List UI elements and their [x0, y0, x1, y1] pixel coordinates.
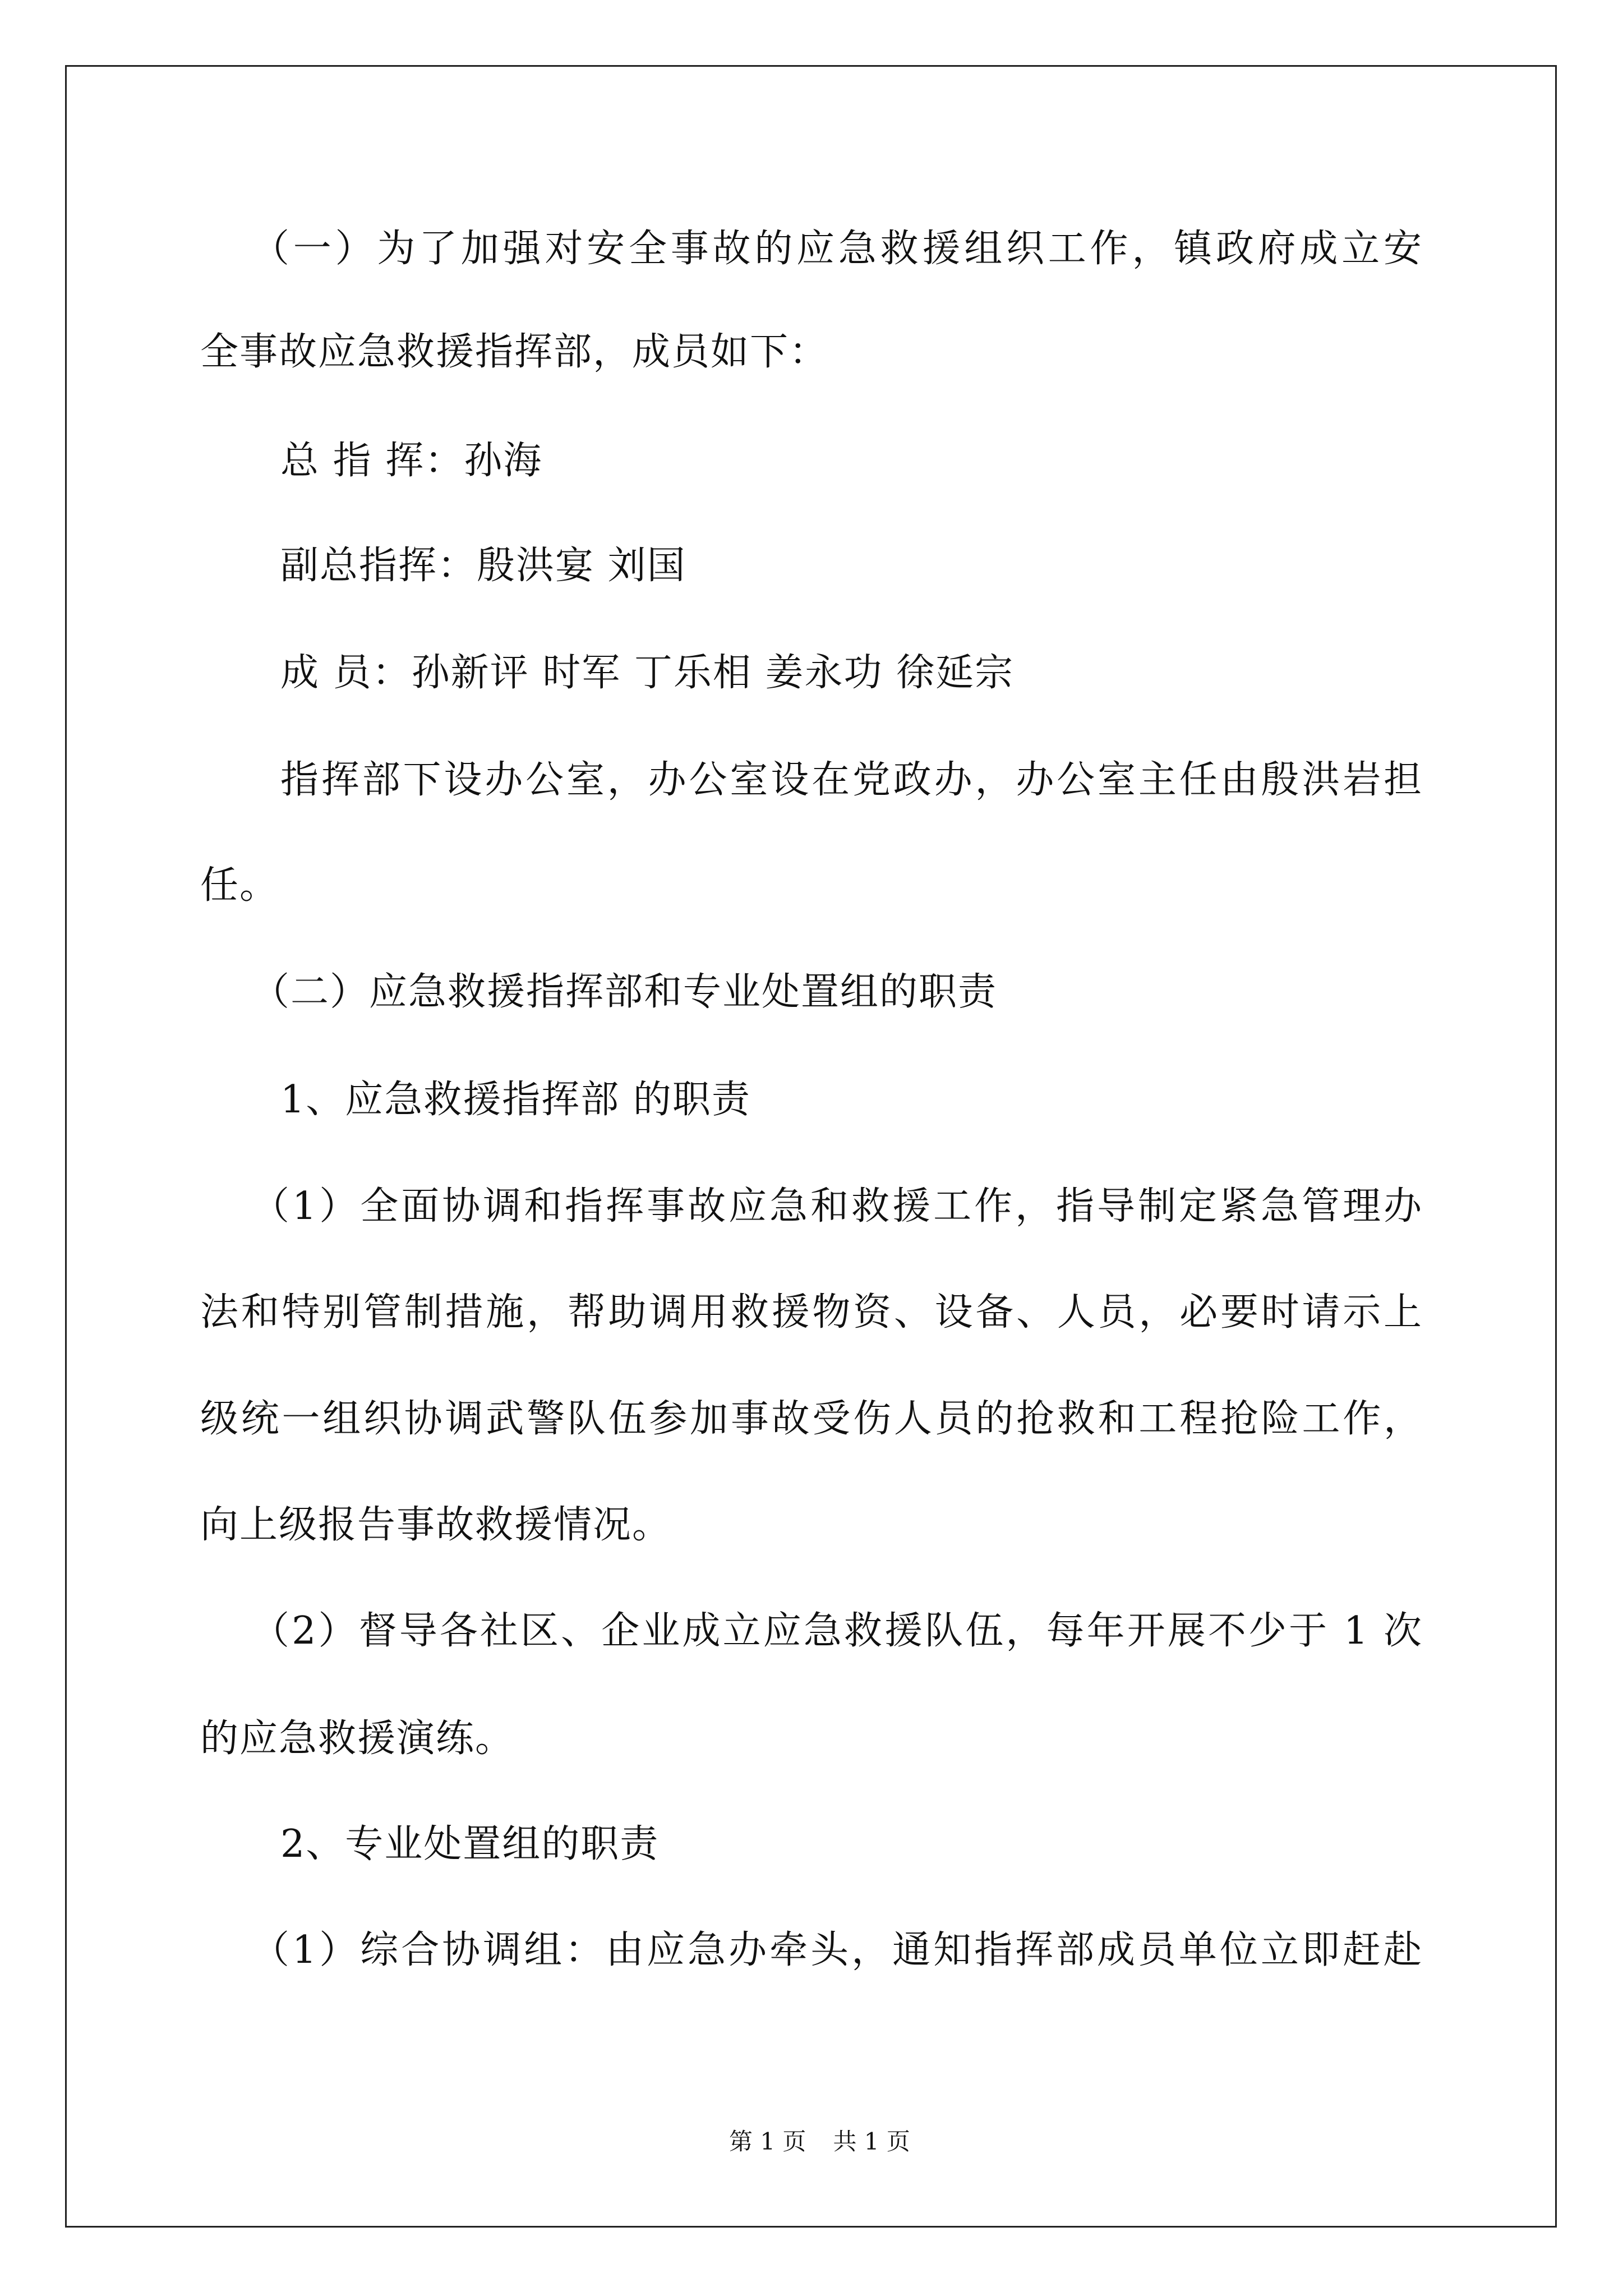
page-border	[65, 65, 1557, 2228]
text-line: 1、应急救援指挥部 的职责	[280, 1078, 751, 1122]
text-line: 总 指 挥：孙海	[280, 439, 543, 483]
text-line: 指挥部下设办公室，办公室设在党政办，办公室主任由殷洪岩担	[280, 758, 1423, 802]
text-line: 全事故应急救援指挥部，成员如下：	[200, 330, 829, 374]
page-footer	[729, 2130, 910, 2154]
text-line: 任。	[200, 863, 279, 908]
text-line: 2、专业处置组的职责	[280, 1822, 660, 1866]
text-line: （1）综合协调组：由应急办牵头，通知指挥部成员单位立即赶赴	[251, 1928, 1423, 1972]
page-number: 第 1 页	[729, 2128, 806, 2155]
text-line: 向上级报告事故救援情况。	[200, 1503, 672, 1547]
text-line: 成 员：孙新评 时军 丁乐相 姜永功 徐延宗	[280, 651, 1015, 695]
text-line: （2）督导各社区、企业成立应急救援队伍，每年开展不少于 1 次	[251, 1609, 1423, 1653]
text-line: 级统一组织协调武警队伍参加事故受伤人员的抢救和工程抢险工作，	[200, 1397, 1423, 1441]
text-line: 的应急救援演练。	[200, 1717, 515, 1761]
page-total: 共 1 页	[833, 2128, 910, 2155]
text-line: （二）应急救援指挥部和专业处置组的职责	[251, 970, 998, 1014]
text-line: 法和特别管制措施，帮助调用救援物资、设备、人员，必要时请示上	[200, 1290, 1423, 1335]
text-line: （1）全面协调和指挥事故应急和救援工作，指导制定紧急管理办	[251, 1184, 1423, 1228]
text-line: 副总指挥：殷洪宴 刘国	[280, 544, 686, 588]
text-line: （一）为了加强对安全事故的应急救援组织工作，镇政府成立安	[251, 227, 1423, 271]
